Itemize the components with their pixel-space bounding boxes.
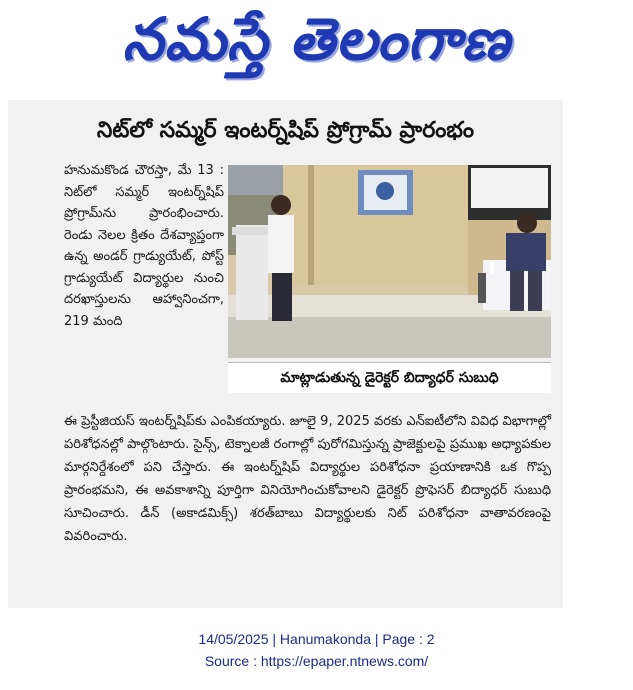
masthead-logo: నమస్తే తెలంగాణ <box>122 4 511 73</box>
event-photo-illustration <box>228 165 551 358</box>
clipping-footer <box>0 628 633 672</box>
photo-caption: మాట్లాడుతున్న డైరెక్టర్ బిద్యాధర్ సుబుధి <box>228 362 551 393</box>
article-body: ఈ ప్రెస్టీజియస్ ఇంటర్న్‌షిప్‌కు ఎంపికయ్యారు. జూలై 9, 2025 వరకు ఎన్‌ఐటీలోని వివిధ విభాగాల్లో పరిశోధనల్లో పాల్గొంటారు. సైన్స్, టెక్నాలజీ రంగాల్లో పురోగమిస్తున్న ప్రాజెక్టులపై ప్రముఖ అధ్యాపకుల మార్గనిర్దేశంలో పని చేస్తారు. ఈ ఇంటర్న్‌షిప్ విద్యార్థుల పరిశోధనా ప్రయాణానికి ఒక గొప్ప ప్రారంభమని, ఈ అవకాశాన్ని పూర్తిగా వినియోగించుకోవాలని డైరెక్టర్ ప్రొఫెసర్ బిద్యాధర్ సుబుధి సూచించారు. డీన్ (అకాడమిక్స్) శరత్‌బాబు విద్యార్థులకు నిట్ పరిశోధనా వాతావరణంపై వివరించారు. <box>64 414 551 544</box>
article-lead-column <box>64 160 224 332</box>
newspaper-masthead <box>0 0 633 92</box>
footer-source: Source : https://epaper.ntnews.com/ <box>204 653 429 669</box>
article-photo <box>228 165 551 358</box>
article-lead-text: నిట్‌లో సమ్మర్ ఇంటర్న్‌షిప్ ప్రోగ్రామ్‌ను ప్రారంభించారు. రెండు నెలల క్రితం దేశవ్యాప్తంగా ఉన్న అండర్ గ్రాడ్యుయేట్, పోస్ట్ గ్రాడ్యుయేట్ విద్యార్థుల నుంచి దరఖాస్తులను ఆహ్వానించగా, 219 మంది <box>64 184 224 329</box>
footer-date-edition-page: 14/05/2025 | Hanumakonda | Page : 2 <box>198 631 435 647</box>
article-dateline: హనుమకొండ చౌరస్తా, మే 13 : <box>64 163 224 178</box>
article-headline: నిట్‌లో సమ్మర్ ఇంటర్న్‌షిప్ ప్రోగ్రామ్ ప్రారంభం <box>96 118 475 143</box>
